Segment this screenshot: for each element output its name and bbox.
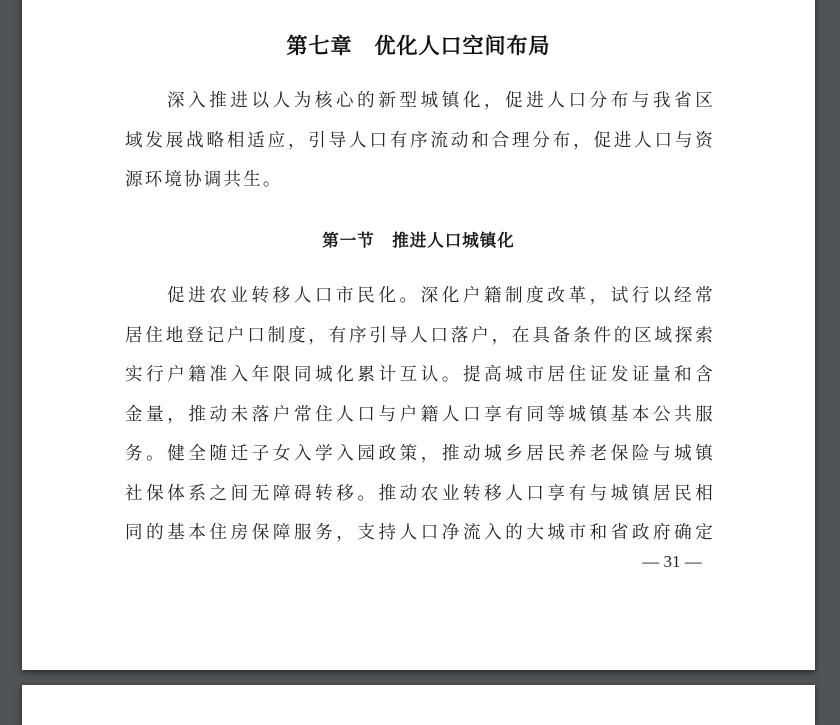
paragraph-line: 促进农业转移人口市民化。深化户籍制度改革，试行以经常: [167, 286, 715, 306]
paragraph-line: 社保体系之间无障碍转移。推动农业转移人口享有与城镇居民相: [125, 483, 715, 504]
intro-paragraph: [125, 82, 715, 201]
paragraph-line: 域发展战略相适应，引导人口有序流动和合理分布，促进人口与资: [125, 130, 715, 151]
paragraph-line: 务。健全随迁子女入学入园政策，推动城乡居民养老保险与城镇: [125, 444, 715, 464]
chapter-title: 第七章 优化人口空间布局: [286, 34, 551, 58]
next-document-page: [22, 685, 815, 725]
section-paragraph: [125, 277, 715, 554]
page-number: — 31 —: [642, 552, 702, 571]
paragraph-line: 源环境协调共生。: [125, 170, 283, 190]
document-page: [22, 0, 815, 670]
paragraph-line: 实行户籍准入年限同城化累计互认。提高城市居住证发证量和含: [125, 365, 715, 385]
paragraph-line: 同的基本住房保障服务，支持人口净流入的大城市和省政府确定: [125, 523, 715, 543]
paragraph-line: 居住地登记户口制度，有序引导人口落户，在具备条件的区域探索: [125, 325, 715, 346]
paragraph-line: 深入推进以人为核心的新型城镇化，促进人口分布与我省区: [167, 91, 715, 111]
section-title: 第一节 推进人口城镇化: [322, 231, 515, 250]
paragraph-line: 金量，推动未落户常住人口与户籍人口享有同等城镇基本公共服: [125, 404, 715, 425]
